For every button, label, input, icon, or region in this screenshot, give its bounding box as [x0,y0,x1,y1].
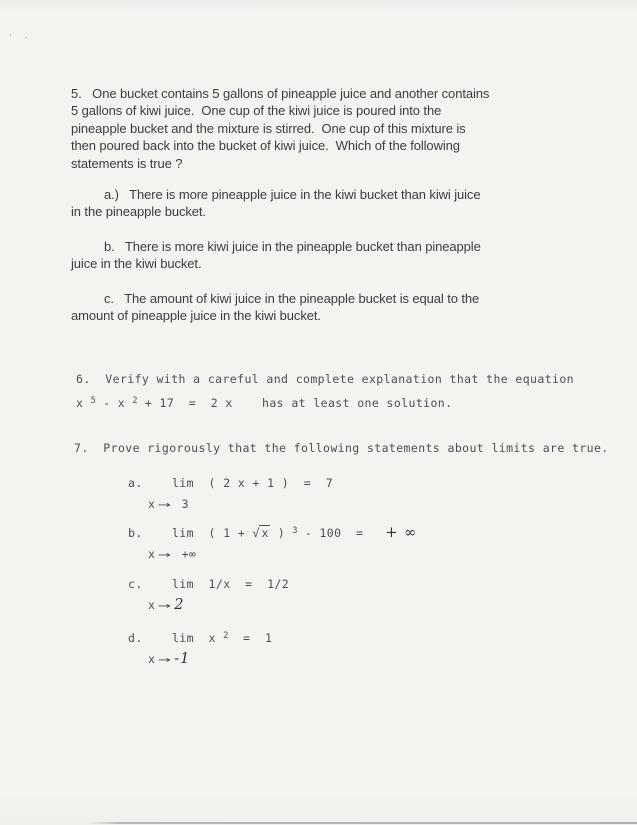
option-a-line: in the pineapple bucket. [71,204,206,220]
question-5 [71,85,489,172]
option-c-line: amount of pineapple juice in the kiwi bucket. [71,308,321,324]
question-5-line: 5. One bucket contains 5 gallons of pineapple juice and another contains [71,86,490,101]
limit-variable: x [148,547,156,561]
exponent: 3 [292,526,298,536]
arrow-right-icon: → [158,547,172,561]
scan-artifact-bottom-line [88,822,637,825]
handwritten-plus-infinity: + ∞ [385,525,418,541]
handwritten-limit-target: -1 [174,651,191,667]
limit-c-approach [148,595,289,615]
radical-icon: √ [252,526,260,540]
limit-variable: x [148,497,156,511]
option-c-line: c. The amount of kiwi juice in the pineapple bucket is equal to the [104,291,480,306]
question-5-option-c [71,290,479,325]
limit-part-a [128,473,333,514]
option-b-line: b. There is more kiwi juice in the pineapple bucket than pineapple [104,239,481,254]
option-a-line: a.) There is more pineapple juice in the kiwi bucket than kiwi juice [104,187,481,202]
equation-term: - x [95,396,133,410]
option-b-line: juice in the kiwi bucket. [71,256,202,272]
limit-a-expression: a. lim ( 2 x + 1 ) = 7 [128,476,334,490]
limit-variable: x [148,652,156,666]
question-7-statement: 7. Prove rigorously that the following statements about limits are true. [74,441,609,455]
arrow-right-icon: → [158,598,172,612]
equation-term: x [76,396,91,410]
question-5-option-a [71,186,480,221]
equation-term: d. lim x [128,631,224,645]
equation-term: ) [270,526,293,540]
question-6-equation [76,390,574,414]
limit-c-expression: c. lim 1/x = 1/2 [128,577,290,591]
question-6-statement: 6. Verify with a careful and complete explanation that the equation [76,372,575,386]
limit-variable: x [148,598,156,612]
exponent: 2 [223,631,229,641]
limit-part-c [128,574,289,615]
question-5-line: statements is true ? [71,155,183,171]
limit-a-approach [148,494,333,514]
exponent: 2 [132,396,138,406]
limit-part-d [128,626,272,669]
limit-part-b [128,521,417,564]
question-5-option-b [71,238,481,273]
limit-target: 3 [174,497,189,511]
equation-term: - 100 = [297,526,386,540]
limit-target: +∞ [174,547,197,561]
question-5-line: then poured back into the bucket of kiwi juice. Which of the following [71,138,460,154]
question-5-line: pineapple bucket and the mixture is stirred. One cup of this mixture is [71,120,466,136]
limit-d-expression [128,626,272,648]
radicand: x [261,526,269,540]
limit-b-approach [148,544,417,564]
limit-b-expression [128,521,417,543]
equation-term: + 17 = 2 x has at least one solution. [137,396,453,410]
equation-term: = 1 [228,631,273,645]
arrow-right-icon: → [158,652,172,666]
arrow-right-icon: → [158,497,172,511]
question-5-line: 5 gallons of kiwi juice. One cup of the kiwi juice is poured into the [71,103,442,119]
handwritten-limit-target: 2 [174,597,185,613]
limit-d-approach [148,649,272,669]
exponent: 5 [90,396,96,406]
scan-artifact-dots: · . [9,30,32,40]
question-6 [76,368,574,414]
equation-term: b. lim ( 1 + [128,526,253,540]
